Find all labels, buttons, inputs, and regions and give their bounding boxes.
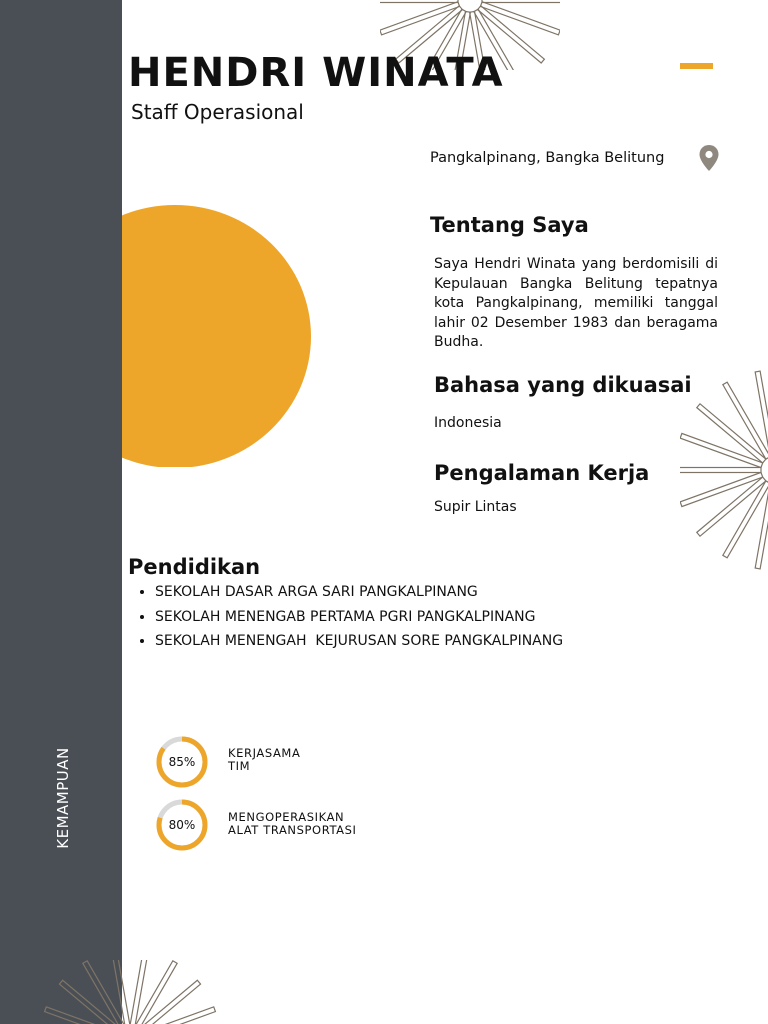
skill-percent: 85% [168, 755, 196, 769]
skill-item [155, 798, 415, 852]
experience-value: Supir Lintas [434, 499, 517, 515]
experience-heading: Pengalaman Kerja [434, 461, 650, 485]
accent-circle-decoration [122, 205, 322, 467]
sidebar-skills-label: KEMAMPUAN [54, 747, 72, 849]
education-item: • SEKOLAH DASAR ARGA SARI PANGKALPINANG [155, 583, 563, 602]
sunburst-ray [142, 1007, 215, 1024]
sunburst-ray [45, 1007, 118, 1024]
accent-dash-decoration [680, 63, 713, 69]
map-pin-icon [698, 144, 720, 176]
profile-role: Staff Operasional [131, 100, 304, 124]
location-text: Pangkalpinang, Bangka Belitung [430, 150, 665, 166]
skill-label: MENGOPERASIKAN ALAT TRANSPORTASI [228, 810, 357, 837]
languages-heading: Bahasa yang dikuasai [434, 373, 692, 397]
skill-label: KERJASAMA TIM [228, 746, 301, 773]
sunburst-ray [680, 433, 763, 467]
languages-value: Indonesia [434, 415, 502, 431]
about-text: Saya Hendri Winata yang berdomisili di Kepulauan Bangka Belitung tepatnya kota Pangkalpinang, memiliki tanggal lahir 02 Desember 1983 dan beragama Budha. [434, 256, 718, 350]
sunburst-ray [680, 472, 763, 506]
education-item: • SEKOLAH MENENGAB PERTAMA PGRI PANGKALPINANG [155, 608, 563, 627]
sunburst-ray [130, 960, 148, 1024]
education-list [133, 583, 563, 657]
sunburst-ray [723, 481, 768, 558]
sunburst-ray [697, 404, 766, 463]
sunburst-ray [723, 382, 768, 459]
sunburst-ray [480, 2, 560, 35]
profile-name: HENDRI WINATA [128, 50, 504, 96]
education-item: • SEKOLAH MENENGAH KEJURUSAN SORE PANGKALPINANG [155, 632, 563, 651]
sunburst-right-decoration [680, 370, 768, 570]
education-heading: Pendidikan [128, 555, 261, 579]
sunburst-ray [380, 0, 458, 3]
skill-item [155, 735, 415, 789]
sunburst-ray [680, 468, 761, 473]
sunburst-ray [482, 0, 560, 3]
sunburst-bottom-decoration [30, 960, 230, 1024]
sunburst-ray [697, 477, 766, 536]
skill-percent: 80% [168, 818, 196, 832]
sunburst-ray [112, 960, 130, 1024]
about-heading: Tentang Saya [430, 213, 589, 237]
sidebar [0, 0, 122, 1024]
sunburst-ray [380, 2, 460, 35]
